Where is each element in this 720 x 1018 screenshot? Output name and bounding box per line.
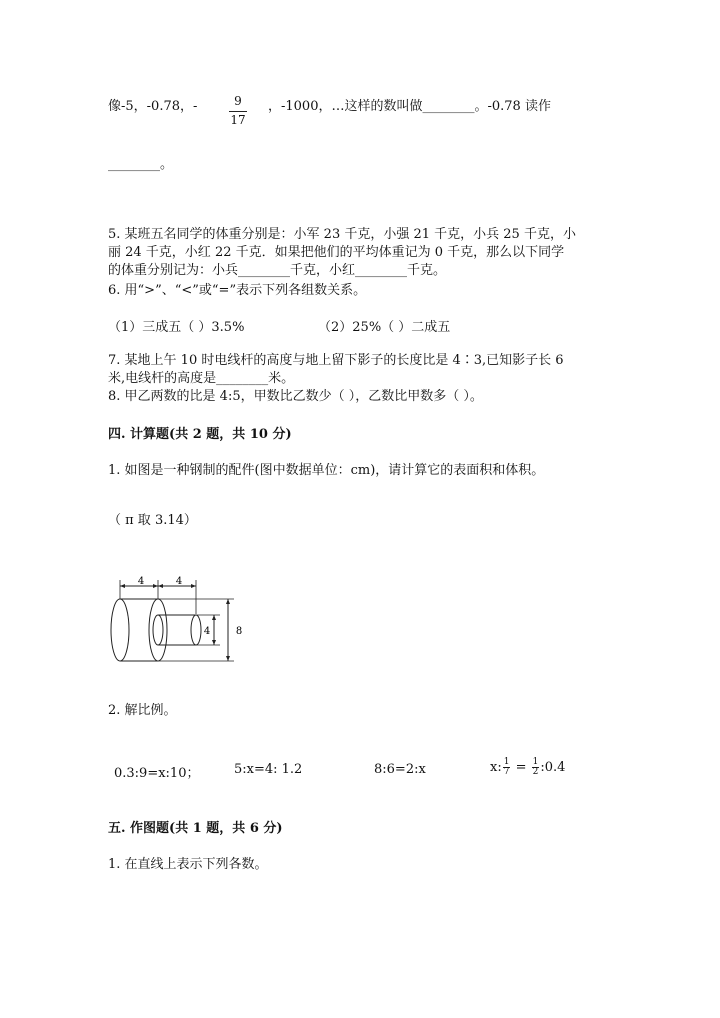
q4-fraction-denominator: 17: [230, 113, 246, 127]
q7-line2: 米,电线杆的高度是________米。: [108, 371, 295, 386]
q4-line2: ________。: [108, 157, 174, 172]
draw1-line1: 1. 在直线上表示下列各数。: [108, 857, 268, 872]
calc2-line1: 2. 解比例。: [108, 703, 177, 718]
q4-line1-part-b: ，-1000，…这样的数叫做________。-0.78 读作: [268, 99, 551, 114]
q6-part-2: （2）25%（ ）二成五: [318, 320, 451, 335]
eq4-f1-den: 7: [503, 767, 510, 777]
q6-part-1: （1）三成五（ ）3.5%: [108, 320, 245, 335]
eq4-f2-num: 1: [532, 757, 539, 767]
eq4-prefix: x:: [490, 760, 502, 775]
eq4-suffix: :0.4: [540, 760, 566, 775]
eq4-mid: =: [511, 760, 531, 775]
calc1-line1: 1. 如图是一种钢制的配件(图中数据单位：cm)，请计算它的表面积和体积。: [108, 463, 545, 478]
q4-fraction-numerator: 9: [234, 94, 242, 108]
eq4-fraction-2: [532, 758, 540, 777]
q8-line1: 8. 甲乙两数的比是 4:5，甲数比乙数少（ ），乙数比甲数多（ ）。: [108, 389, 483, 404]
equation-2: 5:x=4: 1.2: [234, 762, 303, 777]
eq4-fraction-1: [503, 758, 511, 777]
label-left-width: 4: [137, 576, 145, 587]
q5-line3: 的体重分别记为：小兵________千克，小红________千克。: [108, 263, 447, 278]
q4-fraction-bar: [229, 111, 247, 112]
equation-3: 8:6=2:x: [374, 762, 426, 777]
q7-line1: 7. 某地上午 10 时电线杆的高度与地上留下影子的长度比是 4∶3,已知影子长 6: [108, 353, 564, 368]
label-outer-height: 8: [235, 626, 243, 637]
calc1-line2: （ π 取 3.14）: [108, 513, 197, 528]
section5-title: 五. 作图题(共 1 题，共 6 分): [108, 821, 283, 836]
eq4-f1-num: 1: [503, 757, 510, 767]
q5-line2: 丽 24 千克，小红 22 千克．如果把他们的平均体重记为 0 千克，那么以下同学: [108, 245, 565, 260]
q5-line1: 5. 某班五名同学的体重分别是：小军 23 千克，小强 21 千克，小兵 25 千克，小: [108, 227, 576, 242]
q4-line1-part-a: 像-5，-0.78，-: [108, 99, 198, 114]
steel-part-figure: [100, 574, 250, 670]
eq4-f2-den: 2: [532, 767, 539, 777]
q6-line1: 6. 用“>”、“<”或“=”表示下列各组数关系。: [108, 283, 367, 298]
equation-1: 0.3:9=x:10；: [114, 766, 200, 781]
label-right-width: 4: [175, 576, 183, 587]
label-inner-height: 4: [203, 626, 211, 637]
section4-title: 四. 计算题(共 2 题，共 10 分): [108, 427, 292, 442]
equation-4: [490, 758, 565, 777]
